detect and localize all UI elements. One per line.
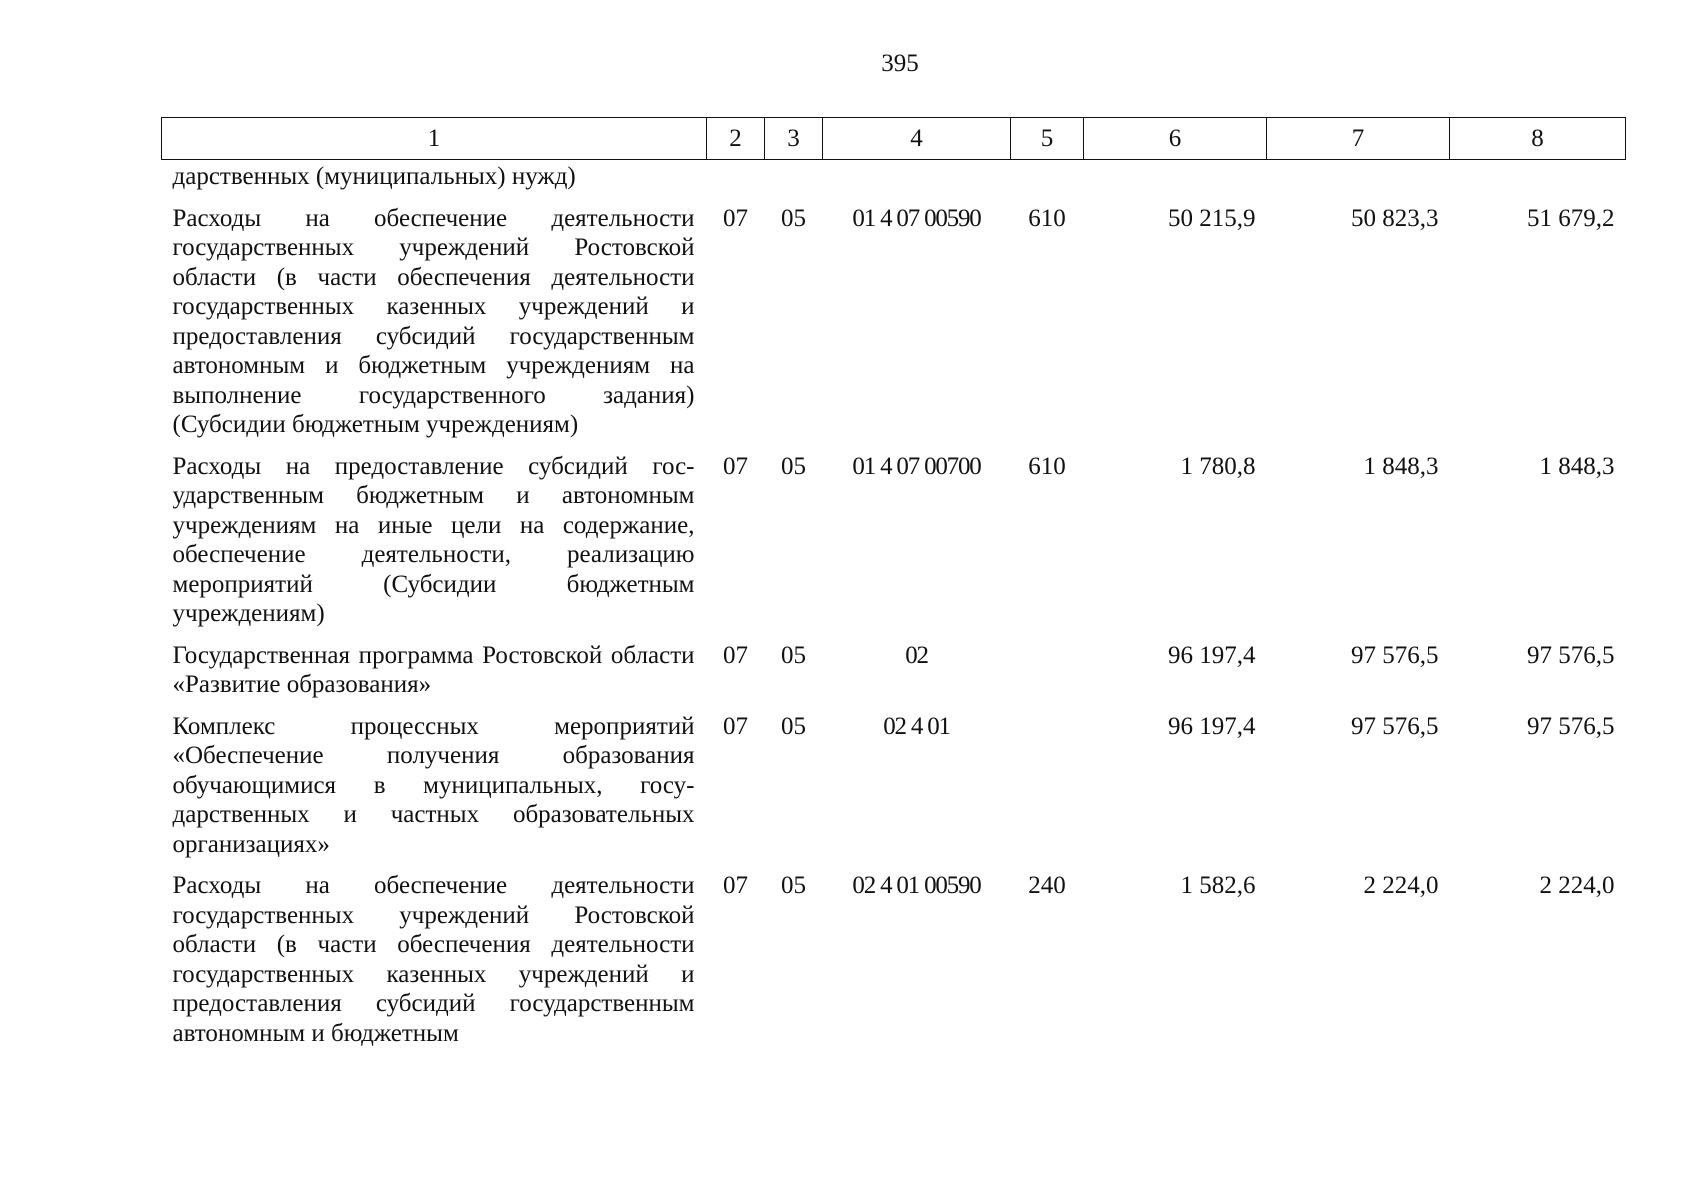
amount-year-1: 1 582,6 [1180,872,1256,899]
amount-year-3: 1 848,3 [1539,452,1615,480]
expense-type-code [1011,160,1084,192]
table-row [162,859,1626,1048]
section-code: 07 [723,452,748,480]
table-row [162,192,1626,440]
column-header: 8 [1450,118,1626,160]
table-row [162,629,1626,700]
amount-year-3 [1450,160,1626,192]
column-header: 7 [1267,118,1450,160]
expense-type-code: 240 [1028,872,1066,899]
subsection-code [765,160,823,192]
amount-year-2: 50 823,3 [1351,204,1439,232]
column-header: 1 [162,118,707,160]
expense-type-code: 610 [1028,204,1066,232]
subsection-code: 05 [781,712,806,740]
amount-year-1: 1 780,8 [1180,452,1256,480]
column-header: 5 [1011,118,1084,160]
expense-name: Комплекс процессных мероприятий «Обеспечение получения образования обучающимися в муниципальных, государственных и частных образовательных организациях» [172,712,695,858]
target-article-code: 01 4 07 00590 [852,204,981,232]
amount-year-2: 97 576,5 [1351,641,1439,669]
section-code [707,160,765,192]
column-header: 3 [765,118,823,160]
column-header: 4 [823,118,1011,160]
page-number: 395 [881,50,919,77]
amount-year-1 [1084,160,1267,192]
target-article-code: 02 4 01 00590 [852,872,981,899]
expense-name: Государственная программа Ростовской области «Развитие образования» [172,641,695,698]
subsection-code: 05 [781,452,806,480]
amount-year-2: 1 848,3 [1363,452,1439,480]
table-row [162,700,1626,860]
amount-year-2: 2 224,0 [1363,872,1439,899]
target-article-code [823,160,1011,192]
column-header: 6 [1084,118,1267,160]
budget-table [161,117,1626,1048]
column-header: 2 [707,118,765,160]
amount-year-1: 50 215,9 [1168,204,1256,232]
section-code: 07 [723,712,748,740]
expense-name: Расходы на обеспечение деятельности государственных учреждений Ростовской области (в части обеспечения деятельности государственных казенных учреждений и предоставления субсидий государственным автономным и бюджетным учреждениям на выполнение государственного задания) (Субсидии бюджетным учреждениям) [172,204,695,438]
table-row [162,160,1626,192]
expense-type-code: 610 [1028,452,1066,480]
expense-name: дарственных (муниципальных) нужд) [172,163,576,190]
target-article-code: 01 4 07 00700 [852,452,981,480]
amount-year-3: 51 679,2 [1527,204,1615,232]
amount-year-3: 97 576,5 [1527,712,1615,740]
expense-name: Расходы на предоставление субсидий государственным бюджетным и автономным учреждениям на иные цели на содержание, обеспечение деятельности, реализацию мероприятий (Субсидии бюджетным учреждениям) [172,452,695,627]
expense-type-code [1011,629,1084,700]
subsection-code: 05 [781,641,806,669]
column-number-header [162,118,1626,160]
subsection-code: 05 [781,204,806,232]
amount-year-2 [1267,160,1450,192]
amount-year-1: 96 197,4 [1168,712,1256,740]
target-article-code: 02 [905,641,928,669]
section-code: 07 [723,872,748,899]
amount-year-3: 97 576,5 [1527,641,1615,669]
section-code: 07 [723,641,748,669]
expense-name: Расходы на обеспечение деятельности государственных учреждений Ростовской области (в части обеспечения деятельности государственных казенных учреждений и предоставления субсидий государственным автономным и бюджетным [172,872,695,1047]
amount-year-1: 96 197,4 [1168,641,1256,669]
target-article-code: 02 4 01 [883,712,950,740]
table-row [162,440,1626,629]
subsection-code: 05 [781,872,806,899]
amount-year-3: 2 224,0 [1539,872,1615,899]
expense-type-code [1011,700,1084,860]
amount-year-2: 97 576,5 [1351,712,1439,740]
section-code: 07 [723,204,748,232]
